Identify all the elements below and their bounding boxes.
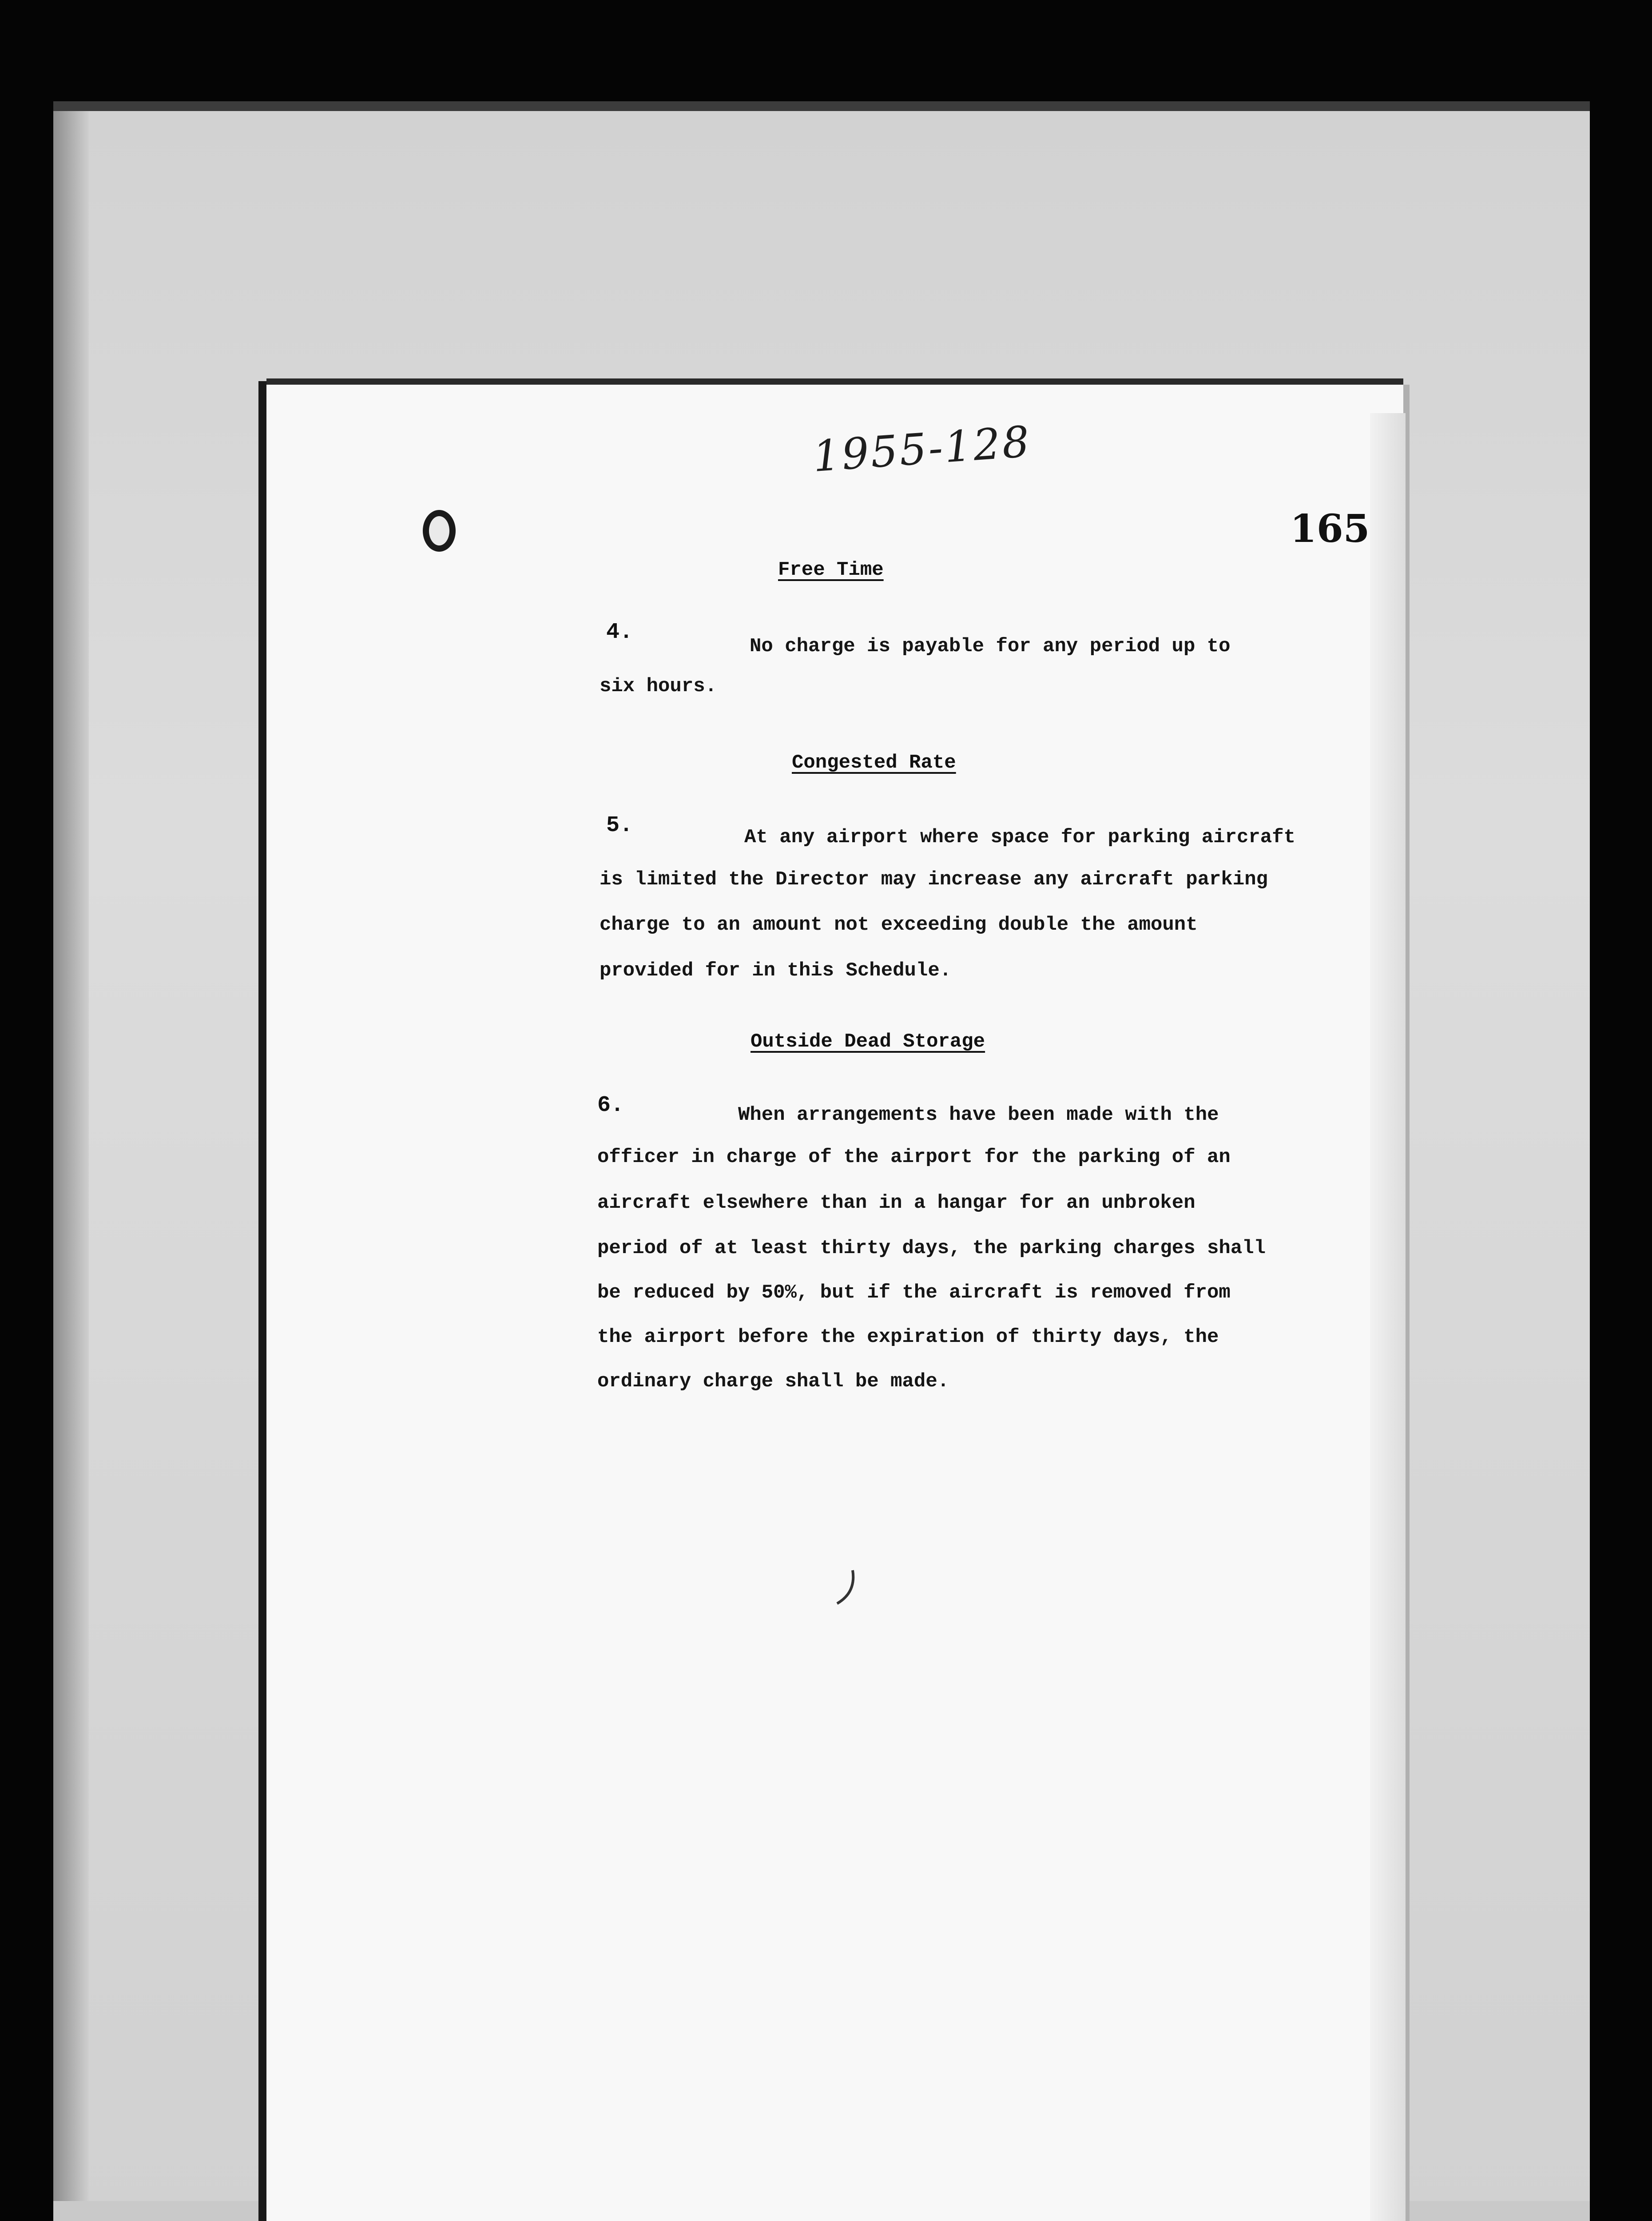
section-heading-congested-rate: Congested Rate — [792, 752, 956, 774]
paragraph-number: 5. — [606, 813, 633, 838]
paragraph-line: the airport before the expiration of thirty days, the — [597, 1326, 1219, 1348]
film-top-edge — [53, 101, 1590, 111]
paragraph-line: charge to an amount not exceeding double the amount — [600, 914, 1198, 936]
paragraph-line: At any airport where space for parking aircraft — [744, 826, 1296, 848]
paragraph-line: aircraft elsewhere than in a hangar for an unbroken — [597, 1192, 1195, 1214]
paragraph-line: be reduced by 50%, but if the aircraft is removed from — [597, 1282, 1231, 1304]
paragraph-number: 6. — [597, 1093, 624, 1118]
page-right-edge — [1370, 413, 1406, 2221]
section-heading-outside-dead-storage: Outside Dead Storage — [751, 1031, 985, 1053]
pen-mark — [835, 1568, 862, 1608]
paragraph-number: 4. — [606, 620, 633, 645]
handwritten-annotation: 1955-128 — [811, 416, 1033, 482]
paragraph-line: period of at least thirty days, the parking charges shall — [597, 1237, 1266, 1259]
paragraph-line: When arrangements have been made with the — [738, 1104, 1219, 1126]
paragraph-line: officer in charge of the airport for the parking of an — [597, 1146, 1231, 1168]
film-left-shadow — [53, 111, 89, 2221]
section-heading-free-time: Free Time — [778, 559, 884, 581]
page-top-edge — [266, 378, 1403, 385]
paragraph-line: ordinary charge shall be made. — [597, 1370, 949, 1393]
paragraph-line: No charge is payable for any period up to — [750, 635, 1231, 657]
paragraph-line: six hours. — [600, 675, 717, 697]
paragraph-line: provided for in this Schedule. — [600, 959, 952, 982]
page-number: 165 — [1290, 506, 1370, 551]
paragraph-line: is limited the Director may increase any aircraft parking — [600, 868, 1268, 891]
punch-hole-mark — [423, 510, 456, 552]
